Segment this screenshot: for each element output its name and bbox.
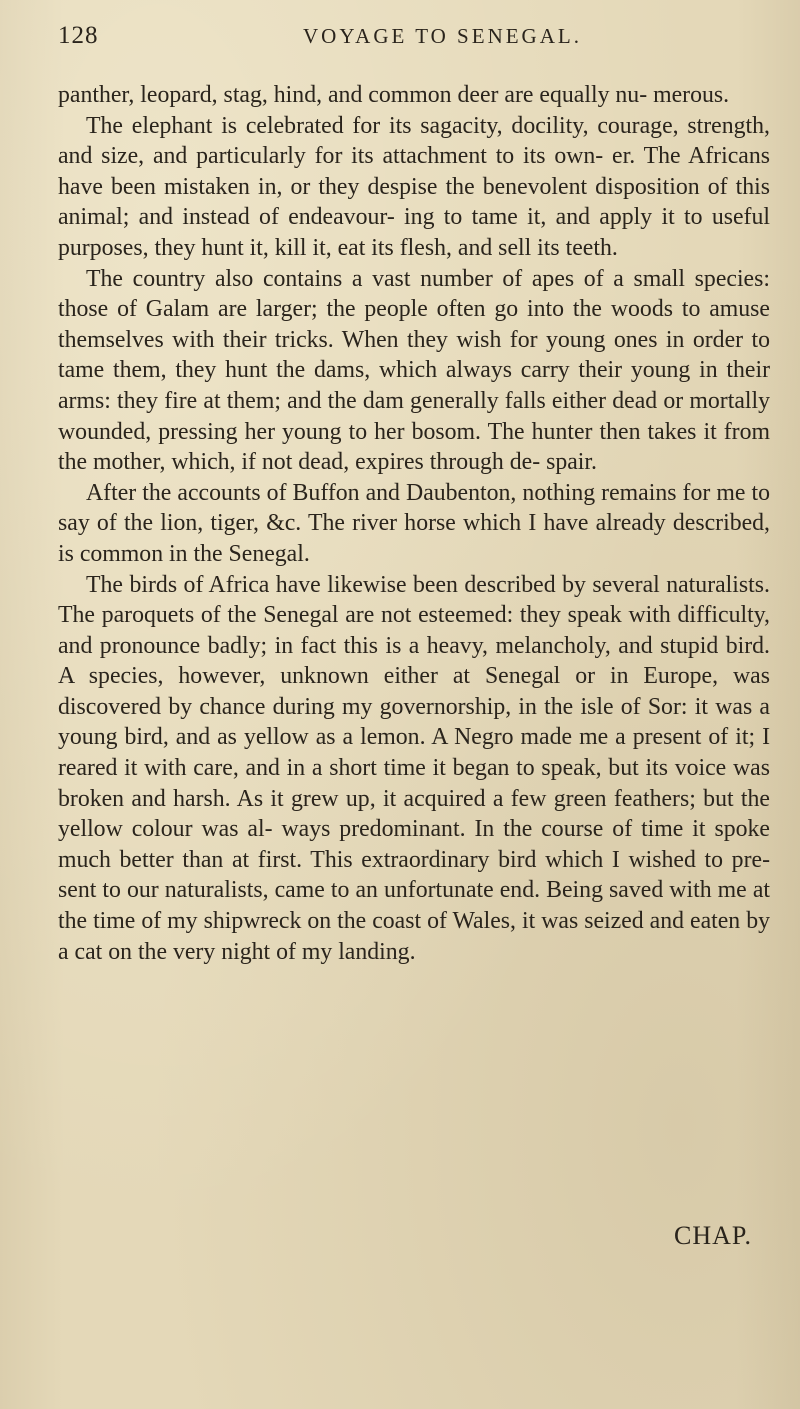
catchword: CHAP. bbox=[674, 1221, 752, 1250]
paragraph-birds: The birds of Africa have likewise been described by several naturalists. The paroquets of the Senegal are not esteemed: they speak with difficulty, and pronounce badly; in fact this is a heavy, melancholy, and stupid bird. A species, however, unknown either at Senegal or in Europe, was discovered by chance during my governorship, in the isle of Sor: it was a young bird, and as yellow as a lemon. A Negro made me a present of it; I reared it with care, and in a short time it began to speak, but its voice was broken and harsh. As it grew up, it acquired a few green feathers; but the yellow colour was al- ways predominant. In the course of time it spoke much better than at first. This extraordinary bird which I wished to pre- sent to our naturalists, came to an unfortunate end. Being saved with me at the time of my shipwreck on the coast of Wales, it was seized and eaten by a cat on the very night of my landing. bbox=[58, 571, 770, 965]
paragraph-elephant: The elephant is celebrated for its sagacity, docility, courage, strength, and size, and particularly for its attachment to its own- er. The Africans have been mistaken in, or they despise the benevolent disposition of this animal; and instead of endeavour- ing to tame it, and apply it to useful purposes, they hunt it, kill it, eat its flesh, and sell its teeth. bbox=[58, 112, 770, 261]
body-text bbox=[58, 80, 770, 967]
running-title: VOYAGE TO SENEGAL. bbox=[303, 24, 582, 48]
running-head bbox=[58, 22, 760, 56]
page-number: 128 bbox=[58, 22, 99, 49]
paragraph-continuation: panther, leopard, stag, hind, and common deer are equally nu- merous. bbox=[58, 82, 730, 108]
paragraph-apes: The country also contains a vast number of apes of a small species: those of Galam are larger; the people often go into the woods to amuse themselves with their tricks. When they wish for young ones in order to tame them, they hunt the dams, which always carry their young in their arms: they fire at them; and the dam generally falls either dead or mortally wounded, pressing her young to her bosom. The hunter then takes it from the mother, which, if not dead, expires through de- spair. bbox=[58, 265, 770, 476]
paragraph-buffon: After the accounts of Buffon and Daubenton, nothing remains for me to say of the lion, tiger, &c. The river horse which I have already described, is common in the Senegal. bbox=[58, 479, 770, 567]
